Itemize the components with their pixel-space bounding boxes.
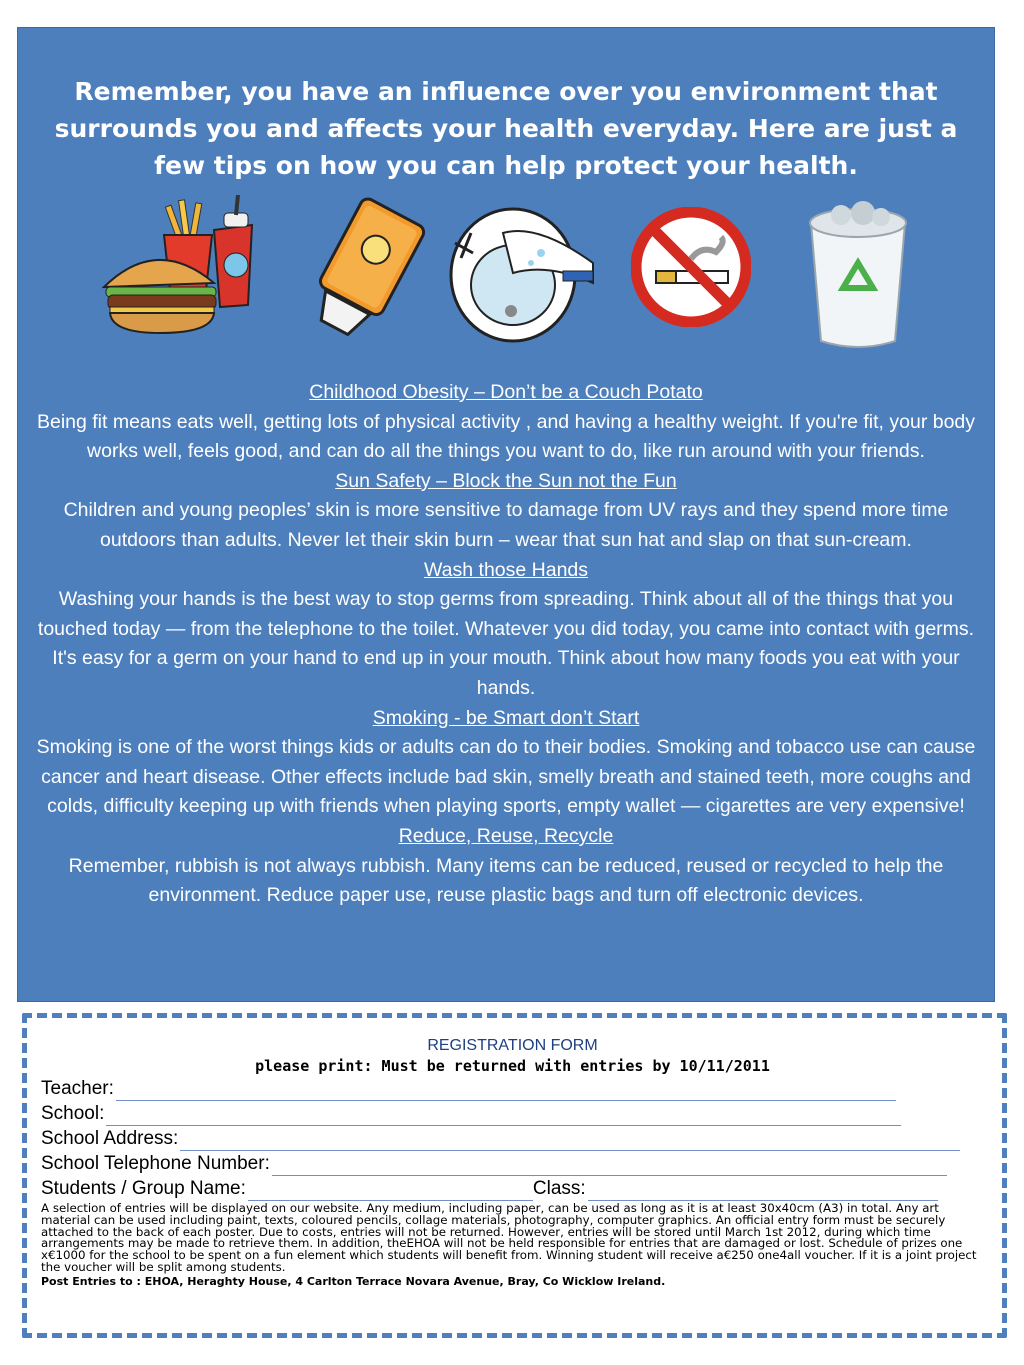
section-title: Sun Safety – Block the Sun not the Fun [335, 469, 677, 492]
teacher-input-line[interactable] [116, 1082, 896, 1101]
address-field[interactable] [41, 1126, 984, 1151]
intro-text: Remember, you have an influence over you environment that surrounds you and affects your health everyday. Here are just a few tips on how you can help protect your health. [54, 77, 958, 180]
recycle-bin-icon [793, 193, 923, 353]
section-body: Smoking is one of the worst things kids or adults can do to their bodies. Smoking and tobacco use can cause cancer and heart disease. Other effects include bad skin, smelly breath and stained teeth, more coughs and colds, difficulty keeping up with friends when playing sports, empty wallet — cigarettes are very expensive! [36, 736, 976, 818]
form-title: REGISTRATION FORM [427, 1037, 598, 1054]
section-title: Wash those Hands [423, 558, 589, 581]
class-input-line[interactable] [588, 1182, 938, 1201]
section-title: Childhood Obesity – Don’t be a Couch Potato [309, 381, 703, 403]
section-body: Children and young peoples’ skin is more sensitive to damage from UV rays and they spend more time outdoors than adults. Never let their skin burn – wear that sun hat and slap on that sun-cream. [63, 499, 949, 551]
section-body: Being fit means eats well, getting lots of physical activity , and having a healthy weight. If you're fit, your body works well, feels good, and can do all the things you want to do, like run around with your friends. [36, 410, 976, 463]
teacher-field[interactable] [41, 1076, 984, 1101]
section-title: Reduce, Reuse, Recycle [398, 824, 614, 847]
students-field[interactable] [41, 1176, 984, 1201]
class-label: Class: [532, 1178, 586, 1199]
tips-sections [28, 378, 984, 911]
section-smoking [28, 704, 984, 822]
address-input-line[interactable] [180, 1132, 960, 1151]
section-sun-safety [28, 467, 984, 556]
fast-food-icon [102, 195, 262, 345]
school-label: School: [41, 1103, 105, 1124]
students-label: Students / Group Name: [41, 1178, 246, 1199]
section-wash-hands [28, 556, 984, 704]
school-input-line[interactable] [106, 1107, 901, 1126]
section-body: Remember, rubbish is not always rubbish. Many items can be reduced, reused or recycled to help the environment. Reduce paper use, reuse plastic bags and turn off electronic devices. [68, 854, 944, 907]
fine-print: A selection of entries will be displayed on our website. Any medium, including paper, can be used as long as it is at least 30x40cm (A3) in total. Any art material can be used including paint, texts, coloured pencils, collage materials, photography, computer graphics. An official entry form must be securely attached to the back of each poster. Due to costs, entries will not be returned. However, entries will be stored until March 1st 2012, during which time arrangements may be made to retrieve them. In addition, theEHOA will not be held responsible for entries that are damaged or lost. Schedule of prizes one x€1000 for the school to be spent on a fun element which students will benefit from. Winning student will receive a€250 one4all voucher. If it is a joint project the voucher will be split among students. [41, 1201, 977, 1274]
section-title: Smoking - be Smart don’t Start [372, 706, 640, 729]
school-field[interactable] [41, 1101, 984, 1126]
form-subtitle: please print: Must be returned with entries by 10/11/2011 [255, 1057, 770, 1075]
post-address: Post Entries to : EHOA, Heraghty House, 4 Carlton Terrace Novara Avenue, Bray, Co Wicklow Ireland. [41, 1274, 666, 1288]
teacher-label: Teacher: [41, 1078, 114, 1099]
sunscreen-icon [300, 195, 430, 345]
health-tips-panel [17, 27, 995, 1002]
icon-row [18, 193, 994, 368]
section-recycle [28, 822, 984, 911]
no-smoking-icon [631, 207, 751, 327]
section-obesity [28, 378, 984, 467]
phone-label: School Telephone Number: [41, 1153, 270, 1174]
address-label: School Address: [41, 1128, 179, 1149]
hand-washing-icon [443, 193, 608, 348]
phone-input-line[interactable] [272, 1157, 947, 1176]
section-body: Washing your hands is the best way to stop germs from spreading. Think about all of the things that you touched today — from the telephone to the toilet. Whatever you did today, you came into contact with germs. It's easy for a germ on your hand to end up in your mouth. Think about how many foods you eat with your hands. [37, 588, 975, 699]
students-input-line[interactable] [248, 1182, 533, 1201]
registration-form [22, 1013, 1007, 1338]
phone-field[interactable] [41, 1151, 984, 1176]
